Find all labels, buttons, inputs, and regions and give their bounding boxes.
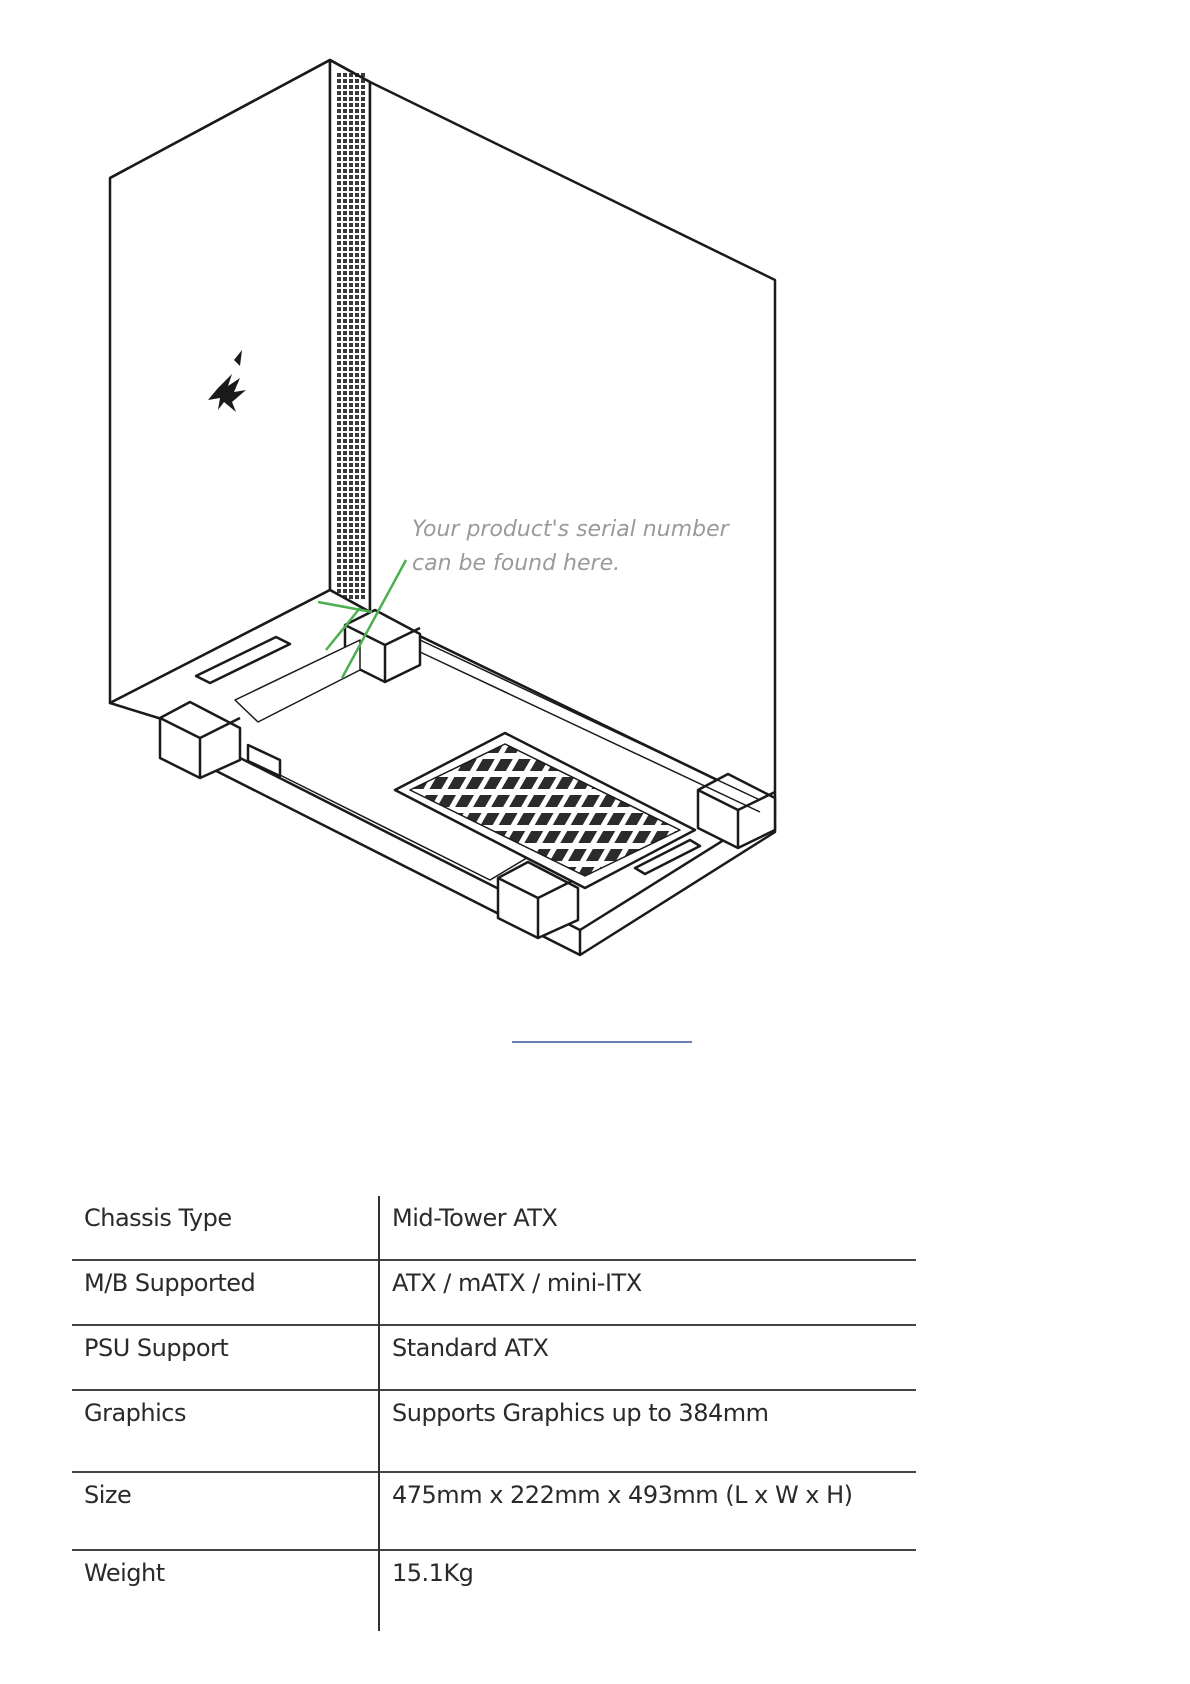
spec-label: Size [72, 1472, 379, 1550]
spec-value: Supports Graphics up to 384mm [379, 1390, 916, 1472]
hyperlink-underline[interactable] [512, 1041, 692, 1043]
spec-value: Mid-Tower ATX [392, 1204, 558, 1232]
serial-callout-line2: can be found here. [412, 551, 621, 576]
spec-label: Graphics [72, 1390, 379, 1472]
spec-label: Chassis Type [72, 1196, 379, 1260]
table-row [72, 1390, 916, 1472]
table-row [72, 1550, 916, 1631]
table-row [72, 1325, 916, 1390]
chassis-body [110, 60, 775, 955]
serial-callout-line1: Your product's serial number [412, 517, 729, 542]
spec-value: Standard ATX [379, 1325, 916, 1390]
spec-value: 15.1Kg [379, 1550, 916, 1631]
spec-value: 475mm x 222mm x 493mm (L x W x H) [379, 1472, 916, 1550]
specifications-table [72, 1196, 916, 1631]
spec-label: M/B Supported [72, 1260, 379, 1325]
table-row [72, 1260, 916, 1325]
table-row [72, 1472, 916, 1550]
spec-label: Weight [72, 1550, 379, 1631]
spec-label: PSU Support [72, 1325, 379, 1390]
spec-value: ATX / mATX / mini-ITX [379, 1260, 916, 1325]
table-row [72, 1196, 916, 1260]
